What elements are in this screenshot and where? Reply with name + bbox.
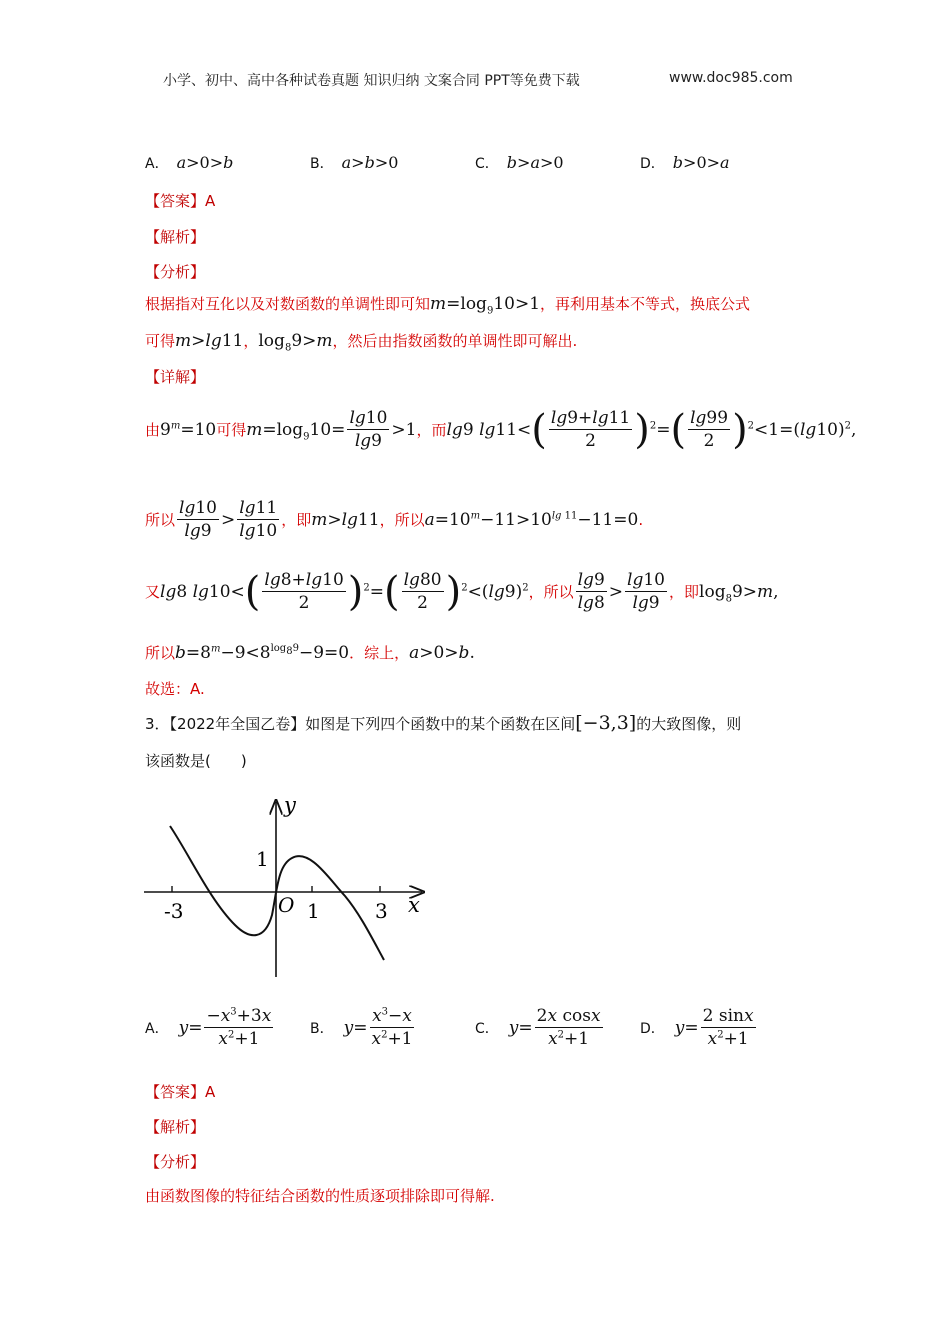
q2-option-c: C． b>a>0 [475, 153, 564, 172]
q2-detail-line4 [145, 642, 475, 663]
detail-text: 又 [145, 583, 161, 601]
fraction: $\frac{-x^3+3x}{x^2+1}$ [206, 1006, 272, 1049]
detail-text: ，即 [281, 511, 312, 529]
paren: ( [531, 406, 547, 453]
fenxi-text-b: ，再利用基本不等式，换底公式 [540, 295, 751, 313]
q3-option-b [310, 1006, 417, 1049]
fraction: $\frac{\lg 9+\lg 11}{2}$ [550, 408, 631, 451]
math-expr: lg9 lg11< [446, 419, 532, 440]
paren: ( [384, 568, 400, 615]
tick-label-y1: 1 [256, 847, 269, 871]
math-m-log: $m=\log_910>1$ [430, 293, 541, 316]
math-expr: >1 [391, 419, 417, 440]
q3-stem-text: 3．【2022年全国乙卷】如图是下列四个函数中的某个函数在区间 [145, 714, 576, 733]
answer-value: A [205, 192, 216, 210]
answer-value: A [205, 1083, 216, 1101]
q3-option-a [145, 1006, 275, 1049]
option-label: B． [310, 156, 334, 172]
fraction: $\frac{\lg 11}{\lg 10}$ [239, 498, 278, 541]
q2-detail-line2 [145, 498, 643, 541]
tick-label-1: 1 [307, 899, 320, 923]
math-expr: y= [674, 1017, 699, 1038]
answer-tag: 【答案】 [145, 192, 206, 210]
q3-stem-line2: 该函数是( ) [145, 752, 247, 770]
fenxi-text-c: 可得 [145, 332, 176, 350]
tick-label-3: 3 [375, 899, 388, 923]
math-expr: m>lg11 [311, 509, 380, 530]
q2-jiexi-tag: 【解析】 [145, 228, 206, 246]
math-expr: $\log_89>m$, [699, 581, 779, 604]
q2-detail-line3 [145, 570, 779, 613]
q2-xiangjie-tag: 【详解】 [145, 368, 206, 386]
origin-label: O [278, 893, 295, 917]
math-log8: $\log_89>m$ [258, 330, 333, 353]
fraction: $\frac{\lg 9}{\lg 8}$ [577, 570, 605, 613]
fenxi-text-a: 根据指对互化以及对数函数的单调性即可知 [145, 295, 431, 313]
detail-text: ，所以 [379, 511, 425, 529]
q2-guxuan: 故选：A. [145, 680, 205, 698]
math-expr: y= [178, 1017, 203, 1038]
math-expr: $^2<(\lg 9)^2$ [461, 581, 529, 602]
detail-text: 可得 [216, 421, 247, 439]
option-label: D． [640, 1020, 665, 1037]
fraction: $\frac{\lg 8+\lg 10}{2}$ [264, 570, 344, 613]
fraction: $\frac{\text{2x cosx}}{x^2+1}$ [536, 1006, 601, 1049]
x-axis-label: x [408, 893, 420, 917]
header-text: 小学、初中、高中各种试卷真题 知识归纳 文案合同 PPT等免费下载 [163, 73, 580, 89]
math-expr: lg8 lg10< [160, 581, 245, 602]
option-label: A． [145, 156, 169, 172]
math-expr: $9^m=10$ [160, 419, 217, 440]
detail-text: ，所以 [528, 583, 574, 601]
option-label: A． [145, 1020, 169, 1037]
detail-text: ， [416, 421, 432, 439]
paren: ) [347, 568, 364, 615]
paren: ) [732, 406, 748, 453]
math-expr: $^2<1=(\lg 10)^2$, [747, 419, 857, 440]
math-expr: $m=\log_910=$ [246, 419, 346, 442]
y-axis-label: y [284, 793, 296, 817]
paren: ( [670, 406, 687, 453]
q2-fenxi-line1 [145, 293, 750, 314]
math-expr: $b=8^m-9<8^{log_89}-9=0$ [175, 642, 350, 663]
option-label: C． [475, 156, 499, 172]
fraction: $\frac{\lg 80}{2}$ [403, 570, 442, 613]
math-expr: y= [343, 1017, 368, 1038]
answer-tag: 【答案】 [145, 1083, 206, 1101]
detail-text: ．综上， [349, 644, 410, 662]
q2-fenxi-line2 [145, 330, 577, 351]
paren: ) [445, 568, 462, 615]
math-expr: $a=10^m-11>10^{lg 11}-11=0$ [424, 509, 639, 530]
q3-stem-line1 [145, 712, 741, 734]
math-expr: > [220, 509, 236, 530]
header-site-link[interactable]: www.doc985.com [669, 70, 793, 86]
detail-text: 由 [145, 421, 161, 439]
paren: ( [244, 568, 261, 615]
option-label: C． [475, 1020, 499, 1037]
fenxi-comma: ， [243, 332, 259, 350]
detail-text: ，即 [669, 583, 700, 601]
math-m-lg11: m>lg11 [175, 330, 244, 351]
fraction: $\frac{\lg 10}{\lg 9}$ [627, 570, 665, 613]
q3-fenxi-tag: 【分析】 [145, 1153, 206, 1171]
fenxi-text-d: ，然后由指数函数的单调性即可解出. [332, 332, 578, 350]
math-expr: y= [508, 1017, 533, 1038]
q3-option-d [640, 1006, 758, 1049]
q3-answer [145, 1081, 215, 1102]
q2-detail-line1 [145, 408, 856, 451]
detail-text: 所以 [145, 511, 176, 529]
q3-fenxi-text: 由函数图像的特征结合函数的性质逐项排除即可得解. [145, 1187, 495, 1205]
q3-interval: [−3,3] [575, 712, 637, 734]
fraction: $\frac{\lg 10}{\lg 9}$ [349, 408, 388, 451]
tick-label-neg3: -3 [164, 899, 184, 923]
math-expr: $^2$= [649, 419, 671, 440]
math-expr: $^2$= [363, 581, 384, 602]
q2-answer [145, 190, 215, 211]
q2-option-a: A． a>0>b [145, 153, 234, 172]
q3-option-c [475, 1006, 605, 1049]
fraction: $\frac{\lg 10}{\lg 9}$ [179, 498, 217, 541]
period: . [638, 510, 644, 529]
detail-text: 而 [431, 421, 447, 439]
function-curve [170, 826, 384, 960]
q3-jiexi-tag: 【解析】 [145, 1118, 206, 1136]
q2-fenxi-tag: 【分析】 [145, 263, 206, 281]
paren: ) [634, 406, 650, 453]
q3-stem-tail: 的大致图像，则 [636, 714, 742, 733]
math-expr: > [608, 581, 624, 602]
fraction: $\frac{2 \sin x}{x^2+1}$ [702, 1006, 754, 1049]
q3-function-graph [140, 790, 430, 985]
option-label: D． [640, 156, 665, 172]
fraction: $\frac{x^3-x}{x^2+1}$ [371, 1006, 413, 1049]
q2-option-b: B． a>b>0 [310, 153, 399, 172]
option-label: B． [310, 1020, 334, 1037]
q2-option-d: D． b>0>a [640, 153, 730, 172]
detail-text: 所以 [145, 644, 176, 662]
math-expr: a>0>b. [409, 642, 475, 663]
fraction: $\frac{\lg 99}{2}$ [690, 408, 729, 451]
